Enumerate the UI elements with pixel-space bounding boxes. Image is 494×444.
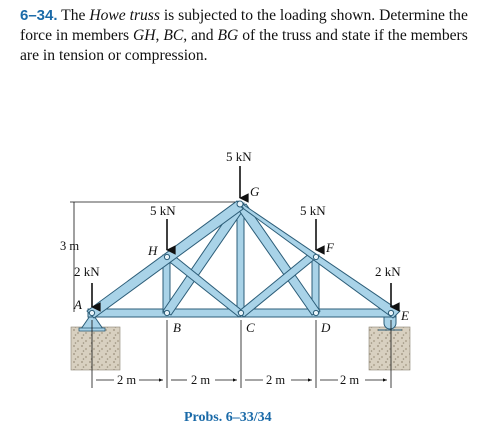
- member-bg: BG: [217, 27, 239, 44]
- pin-a: [89, 310, 94, 315]
- member-bc: BC: [163, 27, 184, 44]
- load-label-a: 2 kN: [74, 264, 100, 279]
- truss-members: [87, 201, 400, 318]
- joint-label-e: E: [401, 308, 409, 323]
- separator-2: , and: [183, 27, 218, 44]
- joint-label-g: G: [250, 184, 260, 199]
- member-gh: GH: [133, 27, 156, 44]
- span-label-de: 2 m: [340, 373, 360, 387]
- joint-label-a: A: [74, 297, 82, 312]
- joint-label-c: C: [246, 320, 255, 335]
- left-ground-support: [71, 327, 120, 370]
- load-label-h: 5 kN: [150, 203, 176, 218]
- member-gc: [237, 203, 244, 313]
- statement-part-b: is subjected to the loading shown. Determine the force in members: [20, 7, 468, 44]
- pin-c: [238, 310, 243, 315]
- span-label-ab: 2 m: [117, 373, 137, 387]
- joint-label-h: H: [148, 243, 158, 258]
- separator-1: ,: [155, 27, 164, 44]
- joint-label-b: B: [173, 320, 181, 335]
- joint-label-d: D: [321, 320, 331, 335]
- load-label-e: 2 kN: [375, 264, 401, 279]
- figure-caption: Probs. 6–33/34: [184, 410, 272, 425]
- pin-h: [164, 254, 169, 259]
- truss-name: Howe truss: [89, 7, 160, 24]
- span-label-cd: 2 m: [266, 373, 286, 387]
- pin-b: [164, 310, 169, 315]
- load-label-f: 5 kN: [300, 203, 326, 218]
- span-label-bc: 2 m: [191, 373, 211, 387]
- load-label-g: 5 kN: [226, 149, 252, 164]
- joint-label-f: F: [326, 240, 334, 255]
- pin-d: [313, 310, 318, 315]
- statement-part-c: of the truss and state if the members are in tension or compression.: [20, 27, 468, 64]
- statement-part-a: The: [61, 7, 90, 24]
- right-ground-support: [369, 327, 410, 370]
- pin-e: [388, 310, 393, 315]
- height-label: 3 m: [60, 239, 80, 253]
- pin-f: [313, 254, 318, 259]
- problem-number: 6–34.: [20, 7, 58, 24]
- pin-g: [237, 201, 243, 207]
